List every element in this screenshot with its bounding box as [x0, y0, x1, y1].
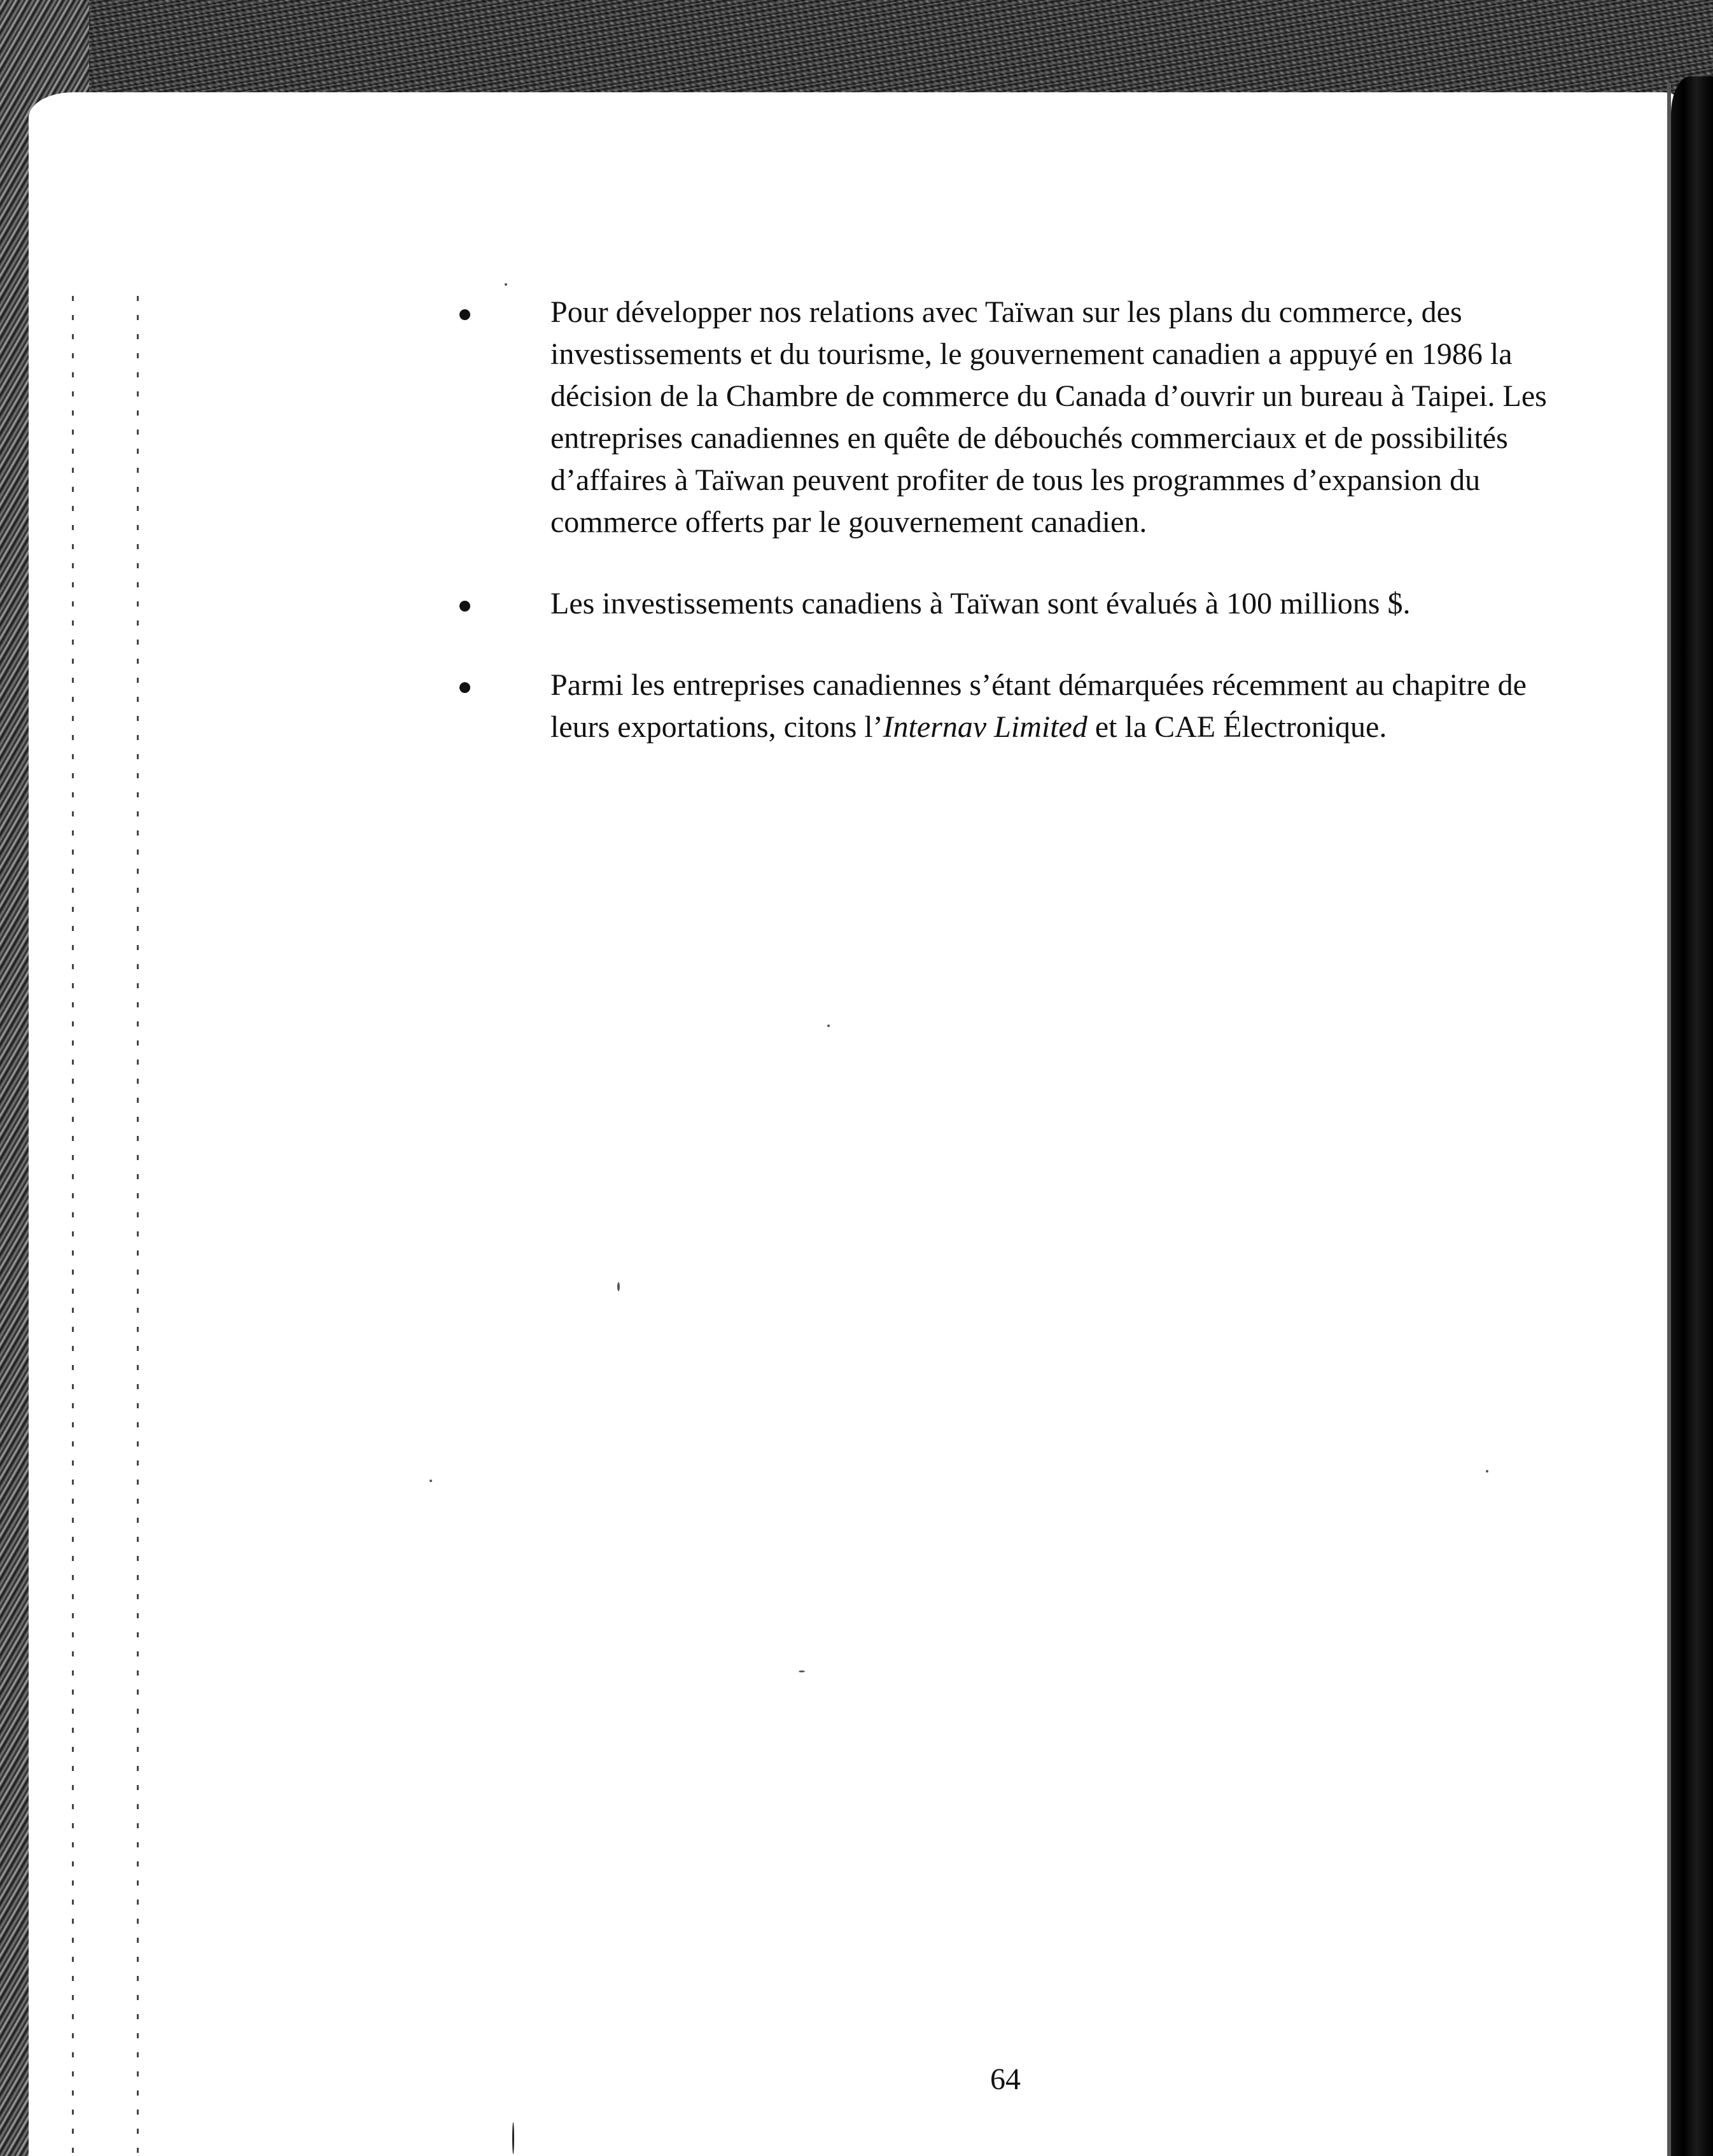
- bullet-item: [445, 291, 1565, 543]
- scan-speck: [827, 1025, 830, 1027]
- scan-speck: [799, 1670, 805, 1672]
- bullet-text: Pour développer nos relations avec Taïwan sur les plans du commerce, des investissements et du tourisme, le gouvernement canadien a appuyé en 1986 la décision de la Chambre de commerce du Canada d’ouvrir un bureau à Taipei. Les entreprises canadiennes en quête de débouchés commerciaux et de possibilités d’affaires à Taïwan peuvent profiter de tous les programmes d’expansion du commerce offerts par le gouvernement canadien.: [550, 295, 1547, 539]
- bullet-text-segment: Parmi les entreprises canadiennes s’étant démarquées récemment au chapitre de leurs exportations, citons l’: [550, 668, 1527, 744]
- company-name-italic: Internav Limited: [883, 710, 1087, 744]
- bullet-text: Les investissements canadiens à Taïwan sont évalués à 100 millions $.: [550, 587, 1411, 620]
- scan-speck: [512, 2122, 514, 2154]
- scan-speck: [617, 1282, 620, 1291]
- book-binding: [1671, 76, 1713, 2156]
- bullet-text: [550, 664, 1565, 748]
- document-body: [445, 291, 1565, 788]
- bullet-icon: [459, 682, 470, 693]
- bullet-item: [445, 664, 1565, 748]
- scan-speck: [505, 283, 507, 286]
- page-edge-mark: [137, 296, 139, 2156]
- bullet-icon: [459, 601, 470, 612]
- scan-speck: [1486, 1470, 1488, 1473]
- bullet-item: [445, 583, 1565, 625]
- bullet-text-segment: et la CAE Électronique.: [1087, 710, 1387, 744]
- scan-speck: [430, 1480, 432, 1482]
- page-edge-mark: [72, 296, 74, 2156]
- bullet-icon: [459, 309, 470, 320]
- page-number: 64: [990, 2062, 1021, 2096]
